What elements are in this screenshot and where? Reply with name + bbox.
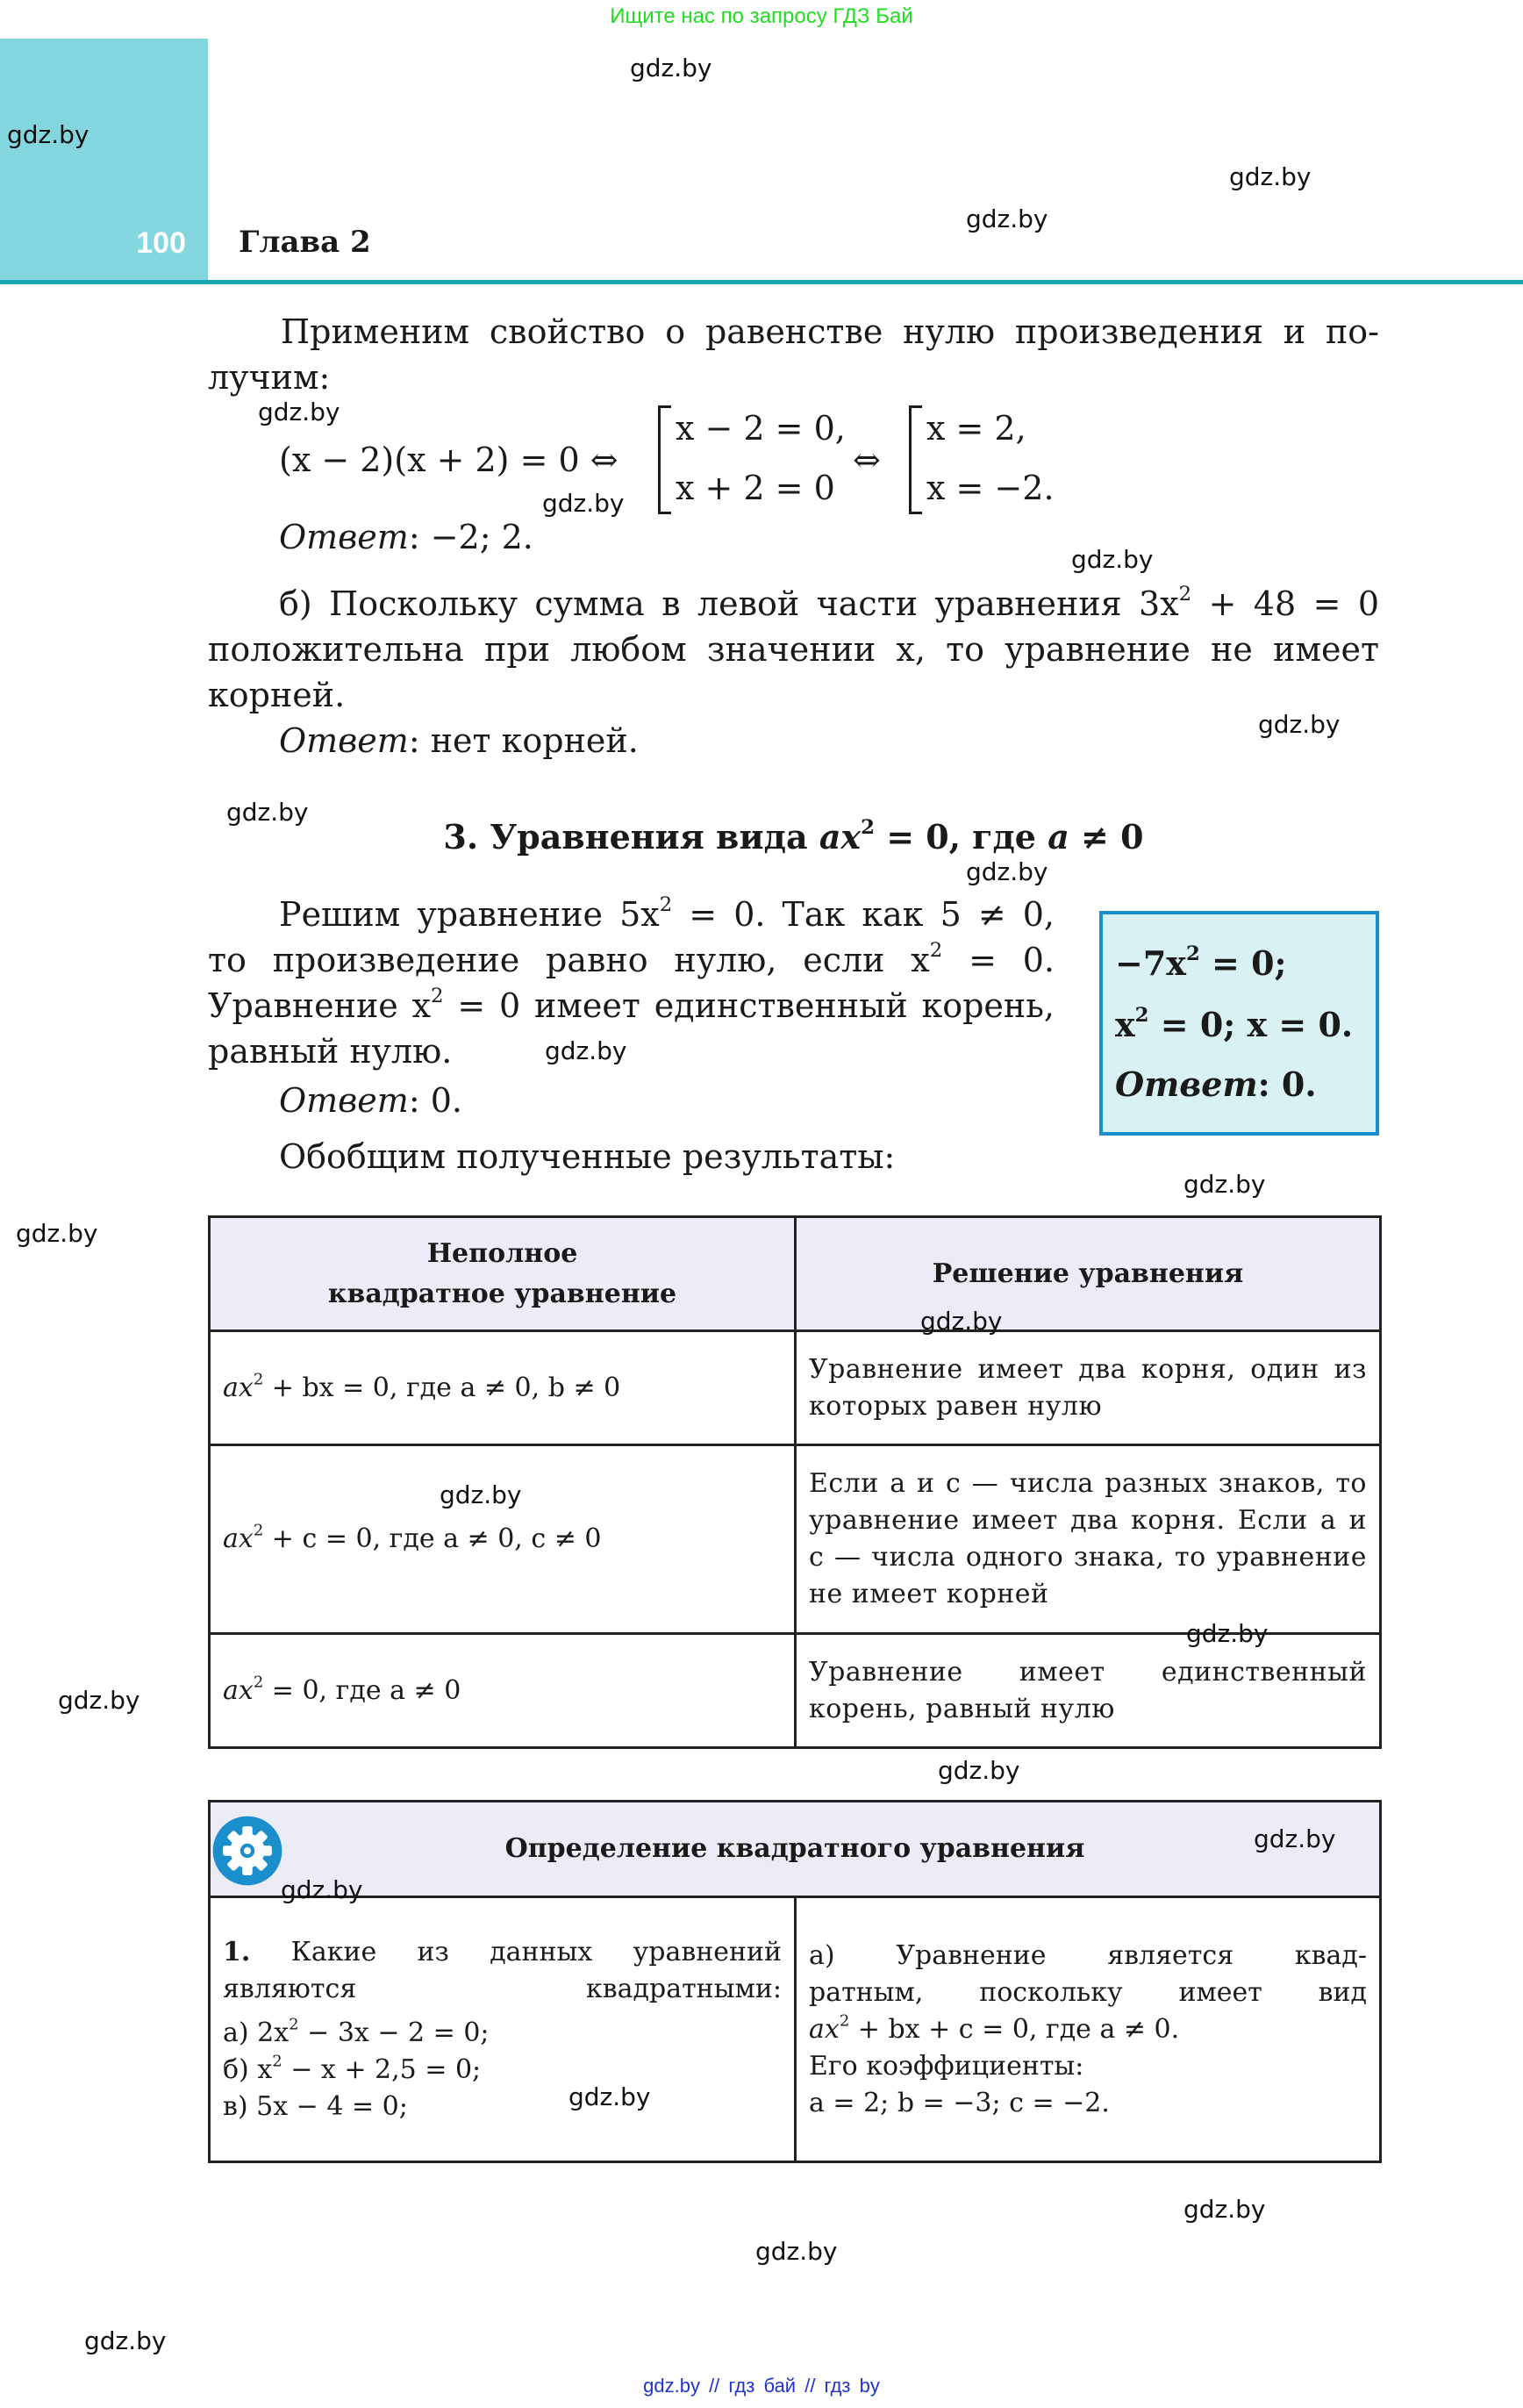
superscript: 2	[1185, 942, 1200, 965]
task-text: Какие из данных уравнений являются квадратными:	[223, 1936, 783, 2004]
equivalence-sign: ⇔	[853, 441, 881, 479]
definition-header-row	[210, 1802, 1381, 1897]
text: = 0, где a ≠ 0	[263, 1674, 461, 1706]
text: б) Поскольку сумма в левой части уравнения 3x	[279, 584, 1179, 623]
column-header-solution: Решение уравнения	[796, 1217, 1381, 1331]
watermark-text: gdz.by	[58, 1686, 140, 1715]
answer-line	[279, 1078, 462, 1123]
top-promo-text: Ищите нас по запросу ГДЗ Бай	[610, 4, 913, 28]
text: = 0 имеет единственный корень,	[443, 986, 1055, 1025]
system-bracket	[909, 405, 922, 514]
text: x	[1115, 1005, 1135, 1044]
watermark-text: gdz.by	[542, 489, 625, 518]
superscript: 2	[839, 2011, 850, 2030]
table-row	[210, 1445, 1381, 1634]
superscript: 2	[272, 2052, 282, 2070]
answer-label: Ответ	[1115, 1064, 1258, 1104]
text: + bx = 0, где a ≠ 0, b ≠ 0	[263, 1372, 621, 1403]
watermark-text: gdz.by	[966, 204, 1048, 233]
table-row	[210, 1331, 1381, 1445]
text: = 0;	[1199, 943, 1287, 983]
paragraph-line	[279, 581, 1379, 627]
text: Уравнение x	[208, 986, 432, 1025]
answer-label: Ответ	[279, 721, 409, 760]
definition-table	[208, 1800, 1382, 2163]
equation-cell	[210, 1331, 796, 1445]
solution-line: Его коэффициенты:	[809, 2050, 1084, 2082]
superscript: 2	[1134, 1003, 1149, 1027]
watermark-text: gdz.by	[938, 1756, 1020, 1785]
watermark-text: gdz.by	[440, 1480, 522, 1509]
watermark-text: gdz.by	[1183, 1170, 1266, 1199]
watermark-text: gdz.by	[258, 398, 340, 426]
watermark-text: gdz.by	[1071, 545, 1154, 574]
text: − 3x − 2 = 0;	[298, 2017, 490, 2048]
watermark-text: gdz.by	[1254, 1824, 1336, 1853]
option-label: а)	[223, 2017, 249, 2048]
paragraph-line	[208, 983, 1055, 1028]
watermark-text: gdz.by	[16, 1219, 98, 1248]
math: ax	[223, 1372, 254, 1403]
option-b	[223, 2052, 782, 2089]
section-heading	[208, 814, 1379, 860]
system-line: x = −2.	[926, 469, 1055, 507]
chapter-title: Глава 2	[239, 225, 371, 260]
table-header-row	[210, 1217, 1381, 1331]
answer-line	[279, 718, 639, 763]
paragraph-line: равный нулю.	[208, 1032, 453, 1071]
solution-cell	[796, 1897, 1381, 2162]
example-line	[1115, 941, 1287, 986]
paragraph-line: корней.	[208, 676, 346, 714]
option-c	[223, 2089, 782, 2125]
option-label: в)	[223, 2090, 248, 2122]
solution-line: а) Уравнение является квад-	[809, 1939, 1368, 1971]
summary-intro: Обобщим полученные результаты:	[279, 1137, 896, 1176]
text: = 0. Так как 5 ≠ 0,	[672, 895, 1055, 934]
watermark-text: gdz.by	[226, 798, 309, 827]
answer-label: Ответ	[279, 1081, 409, 1120]
superscript: 2	[929, 938, 943, 962]
paragraph-line	[208, 937, 1055, 983]
text: + bx + c = 0, где a ≠ 0.	[849, 2013, 1180, 2045]
watermark-text: gdz.by	[1229, 162, 1312, 191]
text: Неполное	[426, 1237, 578, 1269]
system-line: x + 2 = 0	[676, 469, 835, 507]
math: ax	[809, 2013, 840, 2045]
watermark-text: gdz.by	[568, 2082, 651, 2111]
text: = 0; x = 0.	[1148, 1005, 1354, 1044]
system-line: x = 2,	[926, 409, 1026, 448]
math: ax	[223, 1674, 254, 1706]
header-divider	[0, 280, 1523, 284]
equation-cell	[210, 1445, 796, 1634]
watermark-text: gdz.by	[1183, 2195, 1266, 2224]
answer-value: : 0.	[1257, 1064, 1317, 1104]
text: 3. Уравнения вида	[443, 817, 819, 856]
solution-cell: Если a и c — числа разных знаков, то уравнение имеет два корня. Если a и c — числа одного знака, то уравнение не имеет корней	[796, 1445, 1381, 1634]
watermark-text: gdz.by	[84, 2326, 167, 2355]
answer-label: Ответ	[279, 518, 409, 556]
watermark-text: gdz.by	[281, 1875, 363, 1904]
math: 5x − 4 = 0;	[256, 2090, 408, 2122]
superscript: 2	[289, 2015, 299, 2033]
example-line	[1115, 1002, 1353, 1048]
watermark-text: gdz.by	[630, 54, 712, 82]
watermark-text: gdz.by	[755, 2237, 838, 2266]
equation-text: (x − 2)(x + 2) = 0 ⇔	[279, 441, 618, 479]
system-line: x − 2 = 0,	[676, 409, 846, 448]
task-cell	[210, 1897, 796, 2162]
text: + c = 0, где a ≠ 0, c ≠ 0	[263, 1523, 602, 1554]
definition-title: Определение квадратного уравнения	[210, 1802, 1381, 1897]
bottom-promo-text: gdz.by // гдз бай // гдз by	[643, 2375, 880, 2397]
page-number: 100	[136, 226, 186, 260]
answer-value: : 0.	[408, 1081, 462, 1120]
option-label: б)	[223, 2053, 249, 2085]
task-number: 1.	[223, 1936, 251, 1967]
text: квадратное уравнение	[327, 1278, 677, 1309]
gear-icon	[211, 1815, 283, 1887]
superscript: 2	[431, 984, 444, 1007]
math: 2x	[257, 2017, 290, 2048]
column-header-equation	[210, 1217, 796, 1331]
superscript: 2	[253, 1521, 264, 1540]
paragraph-line: лучим:	[208, 358, 331, 397]
watermark-text: gdz.by	[1258, 710, 1341, 739]
example-box	[1099, 911, 1379, 1136]
summary-table	[208, 1215, 1382, 1749]
text: −7x	[1115, 943, 1186, 983]
watermark-text: gdz.by	[545, 1036, 627, 1065]
definition-row	[210, 1897, 1381, 2162]
text: Решим уравнение 5x	[279, 895, 660, 934]
paragraph-line: положительна при любом значении x, то уравнение не имеет	[208, 630, 1379, 669]
math: a	[1048, 817, 1069, 856]
solution-line	[809, 2011, 1367, 2048]
system-bracket	[658, 405, 671, 514]
answer-line	[279, 514, 533, 560]
text: − x + 2,5 = 0;	[282, 2053, 482, 2085]
answer-value: : −2; 2.	[408, 518, 533, 556]
solution-line: a = 2; b = −3; c = −2.	[809, 2087, 1110, 2118]
math: ax	[819, 817, 862, 856]
paragraph-line: Применим свойство о равенстве нулю произведения и по-	[281, 312, 1379, 351]
watermark-text: gdz.by	[966, 857, 1048, 886]
task-line	[223, 1934, 782, 2008]
paragraph-line	[279, 892, 1055, 937]
math: x	[257, 2053, 273, 2085]
solution-line: ратным, поскольку имеет вид	[809, 1976, 1368, 2008]
watermark-text: gdz.by	[1186, 1619, 1269, 1648]
option-a	[223, 2015, 782, 2052]
table-row	[210, 1634, 1381, 1748]
text: = 0, где	[874, 817, 1048, 856]
watermark-text: gdz.by	[920, 1307, 1003, 1336]
superscript: 2	[861, 815, 875, 839]
text: = 0.	[942, 941, 1055, 979]
text: ≠ 0	[1069, 817, 1144, 856]
superscript: 2	[253, 1370, 264, 1388]
text: то произведение равно нулю, если x	[208, 941, 930, 979]
answer-value: : нет корней.	[408, 721, 639, 760]
example-answer	[1115, 1062, 1317, 1107]
superscript: 2	[253, 1673, 264, 1691]
solution-cell: Уравнение имеет единственный корень, равный нулю	[796, 1634, 1381, 1748]
watermark-text: gdz.by	[7, 120, 89, 149]
superscript: 2	[659, 892, 673, 916]
superscript: 2	[1178, 582, 1192, 606]
math: ax	[223, 1523, 254, 1554]
equation-lhs	[279, 437, 618, 483]
equation-cell	[210, 1634, 796, 1748]
solution-cell: Уравнение имеет два корня, один из которых равен нулю	[796, 1331, 1381, 1445]
text: + 48 = 0	[1191, 584, 1379, 623]
